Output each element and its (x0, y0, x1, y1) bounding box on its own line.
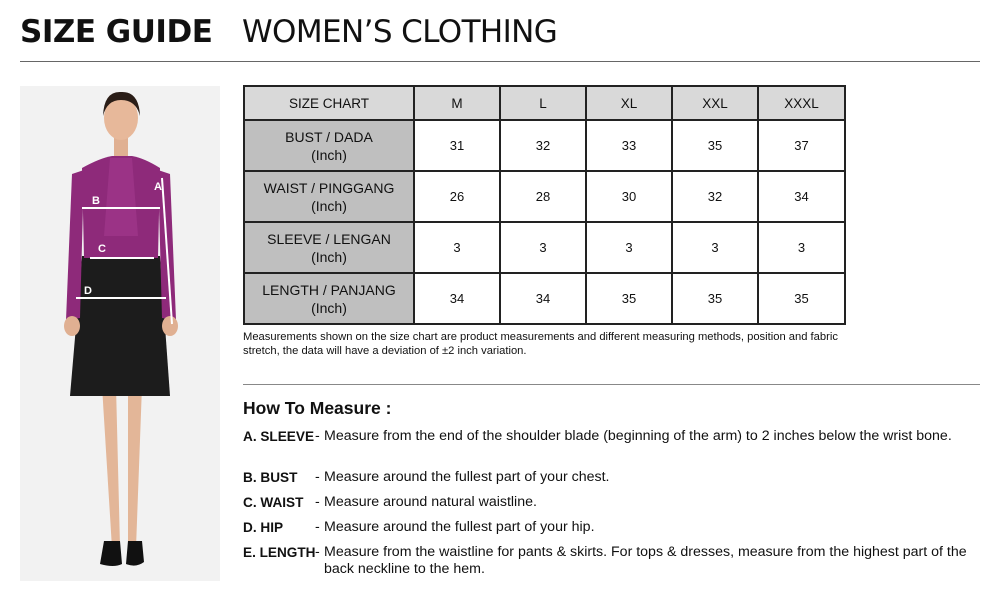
table-cell: 3 (672, 222, 758, 273)
row-label-sleeve (244, 222, 414, 273)
step-dash: - (315, 544, 320, 560)
row-label-text: WAIST / PINGGANG (263, 179, 395, 196)
step-label: E. LENGTH (243, 545, 316, 560)
size-header-xxl: XXL (672, 86, 758, 120)
neck (114, 138, 128, 158)
row-unit-text: (Inch) (311, 299, 347, 316)
label-a: A (154, 181, 162, 193)
table-cell: 37 (758, 120, 845, 171)
table-cell: 3 (758, 222, 845, 273)
step-label: C. WAIST (243, 495, 304, 510)
step-label: B. BUST (243, 470, 298, 485)
table-cell: 32 (500, 120, 586, 171)
step-label: D. HIP (243, 520, 284, 535)
right-leg (128, 386, 142, 548)
size-header-m: M (414, 86, 500, 120)
table-cell: 31 (414, 120, 500, 171)
size-chart-header-row (244, 86, 845, 120)
section-divider (243, 384, 980, 385)
right-hand (162, 316, 178, 336)
left-leg (102, 386, 120, 548)
step-dash: - (315, 428, 320, 444)
womens-clothing-title: WOMEN’S CLOTHING (242, 14, 558, 50)
table-cell: 35 (758, 273, 845, 324)
skirt (70, 256, 170, 396)
table-cell: 3 (500, 222, 586, 273)
left-shoe (100, 541, 122, 566)
table-cell: 34 (758, 171, 845, 222)
table-cell: 3 (414, 222, 500, 273)
row-label-length (244, 273, 414, 324)
row-label-text: SLEEVE / LENGAN (267, 230, 391, 247)
table-cell: 35 (672, 273, 758, 324)
row-label-text: LENGTH / PANJANG (262, 281, 396, 298)
size-header-l: L (500, 86, 586, 120)
table-row-waist (244, 171, 845, 222)
table-cell: 32 (672, 171, 758, 222)
row-label-bust (244, 120, 414, 171)
row-unit-text: (Inch) (311, 146, 347, 163)
table-cell: 28 (500, 171, 586, 222)
model-photo (20, 86, 220, 581)
step-text: Measure around natural waistline. (324, 494, 537, 510)
table-cell: 35 (672, 120, 758, 171)
step-description (315, 469, 983, 486)
table-cell: 35 (586, 273, 672, 324)
size-chart-table (243, 85, 846, 325)
size-guide-title: SIZE GUIDE (20, 14, 213, 50)
step-text: Measure from the waistline for pants & skirts. For tops & dresses, measure from the highest part of the back neckline to the hem. (324, 544, 967, 577)
right-shoe (126, 541, 144, 566)
model-illustration (20, 86, 220, 581)
measurement-note: Measurements shown on the size chart are product measurements and different measuring methods, position and fabric stretch, the data will have a deviation of ±2 inch variation. (243, 331, 838, 357)
table-cell: 3 (586, 222, 672, 273)
step-description (315, 519, 983, 536)
row-label-text: BUST / DADA (285, 128, 373, 145)
size-header-xxxl: XXXL (758, 86, 845, 120)
table-row-bust (244, 120, 845, 171)
row-label-waist (244, 171, 414, 222)
size-header-xl: XL (586, 86, 672, 120)
table-row-sleeve (244, 222, 845, 273)
label-c: C (98, 243, 106, 255)
step-text: Measure around the fullest part of your chest. (324, 469, 610, 485)
label-d: D (84, 285, 92, 297)
step-text: Measure around the fullest part of your hip. (324, 519, 595, 535)
table-cell: 26 (414, 171, 500, 222)
step-dash: - (315, 469, 320, 485)
step-text: Measure from the end of the shoulder blade (beginning of the arm) to 2 inches below the wrist bone. (324, 428, 952, 444)
header-divider (20, 61, 980, 62)
table-cell: 33 (586, 120, 672, 171)
size-chart-header-label: SIZE CHART (244, 86, 414, 120)
row-unit-text: (Inch) (311, 197, 347, 214)
step-dash: - (315, 519, 320, 535)
table-cell: 34 (414, 273, 500, 324)
left-hand (64, 316, 80, 336)
step-description (315, 428, 983, 445)
step-dash: - (315, 494, 320, 510)
step-description (315, 544, 983, 578)
table-cell: 30 (586, 171, 672, 222)
step-description (315, 494, 983, 511)
row-unit-text: (Inch) (311, 248, 347, 265)
table-row-length (244, 273, 845, 324)
label-b: B (92, 195, 100, 207)
table-cell: 34 (500, 273, 586, 324)
step-label: A. SLEEVE (243, 429, 315, 444)
how-to-measure-title: How To Measure : (243, 398, 392, 418)
